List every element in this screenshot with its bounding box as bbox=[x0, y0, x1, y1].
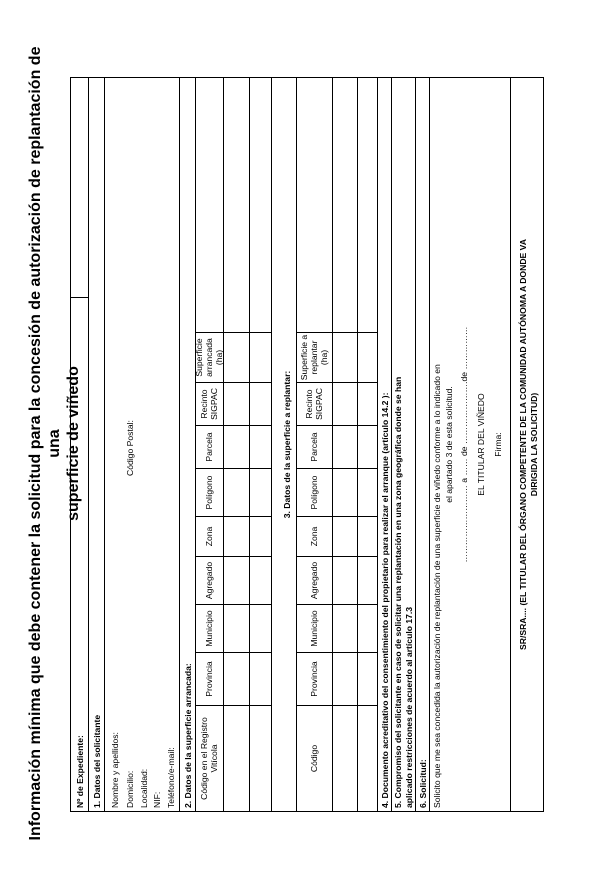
arrancada-col-header: Provincia bbox=[195, 653, 223, 706]
expediente-row bbox=[71, 78, 89, 811]
replantar-col-header: Zona bbox=[296, 517, 332, 557]
compromiso-row bbox=[392, 78, 416, 811]
arrancada-col-header: Municipio bbox=[195, 605, 223, 653]
arrancada-col-header: Polígono bbox=[195, 469, 223, 517]
solicitud-text-1: Solicito que me sea concedida la autorización de replantación de una superficie de viñedo conforme a lo indicado en bbox=[432, 364, 442, 808]
replantar-heading: 3. Datos de la superficie a replantar: bbox=[282, 370, 292, 519]
titular-label: EL TITULAR DEL VIÑEDO bbox=[476, 393, 486, 496]
compromiso-line-2: aplicado restricciones de acuerdo al artículo 17.3 bbox=[404, 606, 414, 808]
replantar-table bbox=[296, 78, 378, 811]
domicilio-label: Domicilio: bbox=[125, 770, 135, 808]
telefono-label: Teléfono/e-mail: bbox=[166, 747, 176, 808]
compromiso-line-1: 5. Compromiso del solicitante en caso de solicitar una replantación en una zona geográfica donde se han bbox=[393, 376, 403, 808]
replantar-col-header: Municipio bbox=[296, 605, 332, 653]
destinatario-section bbox=[511, 78, 545, 811]
divider bbox=[104, 78, 105, 811]
solicitante-section bbox=[89, 78, 180, 811]
codigo-postal-label: Código Postal: bbox=[125, 420, 135, 476]
title-line-1: Información mínima que debe contener la solicitud para la concesión de autorización de replantación de una bbox=[27, 46, 63, 841]
replantar-col-header: Agregado bbox=[296, 557, 332, 605]
replantar-col-header: Provincia bbox=[296, 653, 332, 706]
solicitud-section bbox=[416, 78, 511, 811]
replantar-section bbox=[272, 78, 378, 811]
application-form bbox=[70, 77, 544, 812]
replantar-col-header: Código bbox=[309, 744, 319, 773]
replantar-col-header: Parcela bbox=[296, 426, 332, 469]
nombre-label: Nombre y apellidos: bbox=[110, 732, 120, 808]
solicitud-heading: 6. Solicitud: bbox=[418, 759, 428, 808]
arrancada-table bbox=[195, 78, 272, 811]
title-line-2: superficie de viñedo bbox=[65, 366, 82, 521]
arrancada-col-header: Agregado bbox=[195, 557, 223, 605]
solicitante-heading: 1. Datos del solicitante bbox=[92, 714, 102, 808]
expediente-value-cell[interactable] bbox=[71, 78, 88, 298]
firma-label: Firma: bbox=[493, 432, 503, 457]
documento-row bbox=[378, 78, 392, 811]
solicitud-text-2: el apartado 3 de esta solicitud. bbox=[444, 386, 454, 503]
destinatario-line-1: SR/SRA.... (EL TITULAR DEL ÓRGANO COMPETENTE DE LA COMUNIDAD AUTÓNOMA A DONDE VA bbox=[518, 239, 528, 650]
arrancada-section bbox=[180, 78, 272, 811]
nif-label: NIF: bbox=[152, 791, 162, 808]
arrancada-col-header: Recinto SIGPAC bbox=[195, 383, 223, 426]
localidad-label: Localidad: bbox=[139, 768, 149, 808]
destinatario-line-2: DIRIGIDA LA SOLICITUD) bbox=[529, 392, 539, 497]
documento-label: 4. Documento acreditativo del consentimiento del propietario para realizar el arranque (artículo 14.2 ): bbox=[380, 392, 390, 808]
expediente-label: Nº de Expediente: bbox=[75, 735, 85, 808]
fecha-line: ……………………… a …… de ………………….de …………… bbox=[459, 326, 469, 563]
arrancada-col-header: Zona bbox=[195, 517, 223, 557]
replantar-col-header: Recinto SIGPAC bbox=[296, 383, 332, 426]
arrancada-heading: 2. Datos de la superficie arrancada: bbox=[183, 663, 193, 808]
replantar-col-header: Polígono bbox=[296, 469, 332, 517]
replantar-col-header: Superficie a replantar (ha) bbox=[296, 333, 332, 383]
arrancada-col-header: Parcela bbox=[195, 426, 223, 469]
arrancada-col-header: Código en el Registro Vitícola bbox=[199, 717, 219, 800]
arrancada-col-header: Superficie arrancada (ha) bbox=[195, 333, 223, 383]
